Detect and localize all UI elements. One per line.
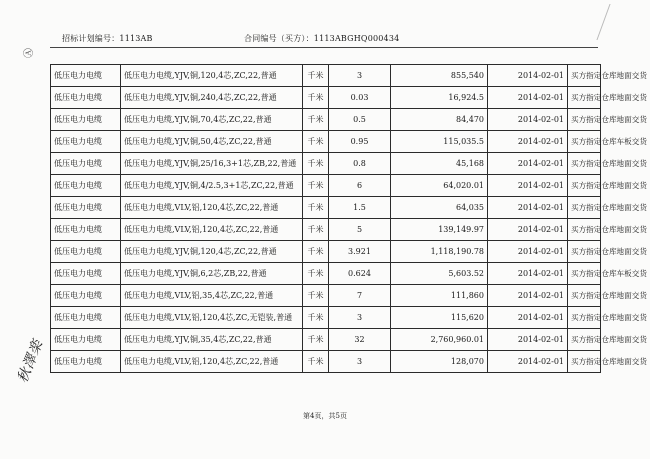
unit-cell: 千米 [303, 87, 329, 109]
amount-cell: 139,149.97 [391, 219, 488, 241]
delivery-location-cell: 买方指定仓库地面交货 [568, 241, 601, 263]
amount-cell: 5,603.52 [391, 263, 488, 285]
amount-cell: 2,760,960.01 [391, 329, 488, 351]
amount-cell: 115,620 [391, 307, 488, 329]
plan-number-label: 招标计划编号：1113AB [62, 34, 153, 43]
quantity-cell: 0.5 [329, 109, 391, 131]
table-body [51, 65, 647, 373]
delivery-location-cell: 买方指定仓库地面交货 [568, 153, 601, 175]
item-spec-cell: 低压电力电缆,YJV,铜,35,4芯,ZC,22,普通 [121, 329, 303, 351]
item-name-cell: 低压电力电缆 [51, 263, 121, 285]
contract-number-label: 合同编号（买方）：1113ABGHQ000434 [244, 34, 400, 43]
quantity-cell: 32 [329, 329, 391, 351]
delivery-date-cell: 2014-02-01 [488, 241, 568, 263]
table-row [51, 329, 601, 351]
quantity-cell: 0.95 [329, 131, 391, 153]
delivery-location-cell: 买方指定仓库地面交货 [568, 109, 601, 131]
document-header [0, 31, 650, 45]
item-spec-cell: 低压电力电缆,YJV,铜,50,4芯,ZC,22,普通 [121, 131, 303, 153]
amount-cell: 45,168 [391, 153, 488, 175]
delivery-location-cell: 买方指定仓库地面交货 [568, 87, 601, 109]
item-name-cell: 低压电力电缆 [51, 153, 121, 175]
item-spec-cell: 低压电力电缆,VLV,铝,120,4芯,ZC,22,普通 [121, 197, 303, 219]
unit-cell: 千米 [303, 197, 329, 219]
table-row [51, 65, 601, 87]
quantity-cell: 5 [329, 219, 391, 241]
unit-cell: 千米 [303, 285, 329, 307]
delivery-date-cell: 2014-02-01 [488, 175, 568, 197]
delivery-date-cell: 2014-02-01 [488, 219, 568, 241]
item-name-cell: 低压电力电缆 [51, 241, 121, 263]
delivery-location-cell: 买方指定仓库地面交货 [568, 219, 601, 241]
delivery-date-cell: 2014-02-01 [488, 109, 568, 131]
delivery-location-cell: 买方指定仓库地面交货 [568, 197, 601, 219]
amount-cell: 128,070 [391, 351, 488, 373]
unit-cell: 千米 [303, 109, 329, 131]
unit-cell: 千米 [303, 263, 329, 285]
delivery-location-cell: 买方指定仓库车板交货 [568, 263, 601, 285]
table-row [51, 175, 601, 197]
unit-cell: 千米 [303, 65, 329, 87]
item-name-cell: 低压电力电缆 [51, 351, 121, 373]
unit-cell: 千米 [303, 175, 329, 197]
table-row [51, 197, 601, 219]
table-row [51, 219, 601, 241]
delivery-date-cell: 2014-02-01 [488, 153, 568, 175]
table-row [51, 153, 601, 175]
unit-cell: 千米 [303, 131, 329, 153]
quantity-cell: 3 [329, 307, 391, 329]
quantity-cell: 0.8 [329, 153, 391, 175]
amount-cell: 855,540 [391, 65, 488, 87]
item-spec-cell: 低压电力电缆,YJV,铜,120,4芯,ZC,22,普通 [121, 241, 303, 263]
quantity-cell: 3 [329, 65, 391, 87]
page-footer [0, 411, 650, 421]
delivery-location-cell: 买方指定仓库车板交货 [568, 131, 601, 153]
delivery-date-cell: 2014-02-01 [488, 329, 568, 351]
unit-cell: 千米 [303, 329, 329, 351]
margin-mark: Ⓐ [24, 48, 35, 58]
delivery-location-cell: 买方指定仓库地面交货 [568, 351, 601, 373]
table-row [51, 109, 601, 131]
table-row [51, 351, 601, 373]
quantity-cell: 7 [329, 285, 391, 307]
item-spec-cell: 低压电力电缆,YJV,铜,25/16,3+1芯,ZB,22,普通 [121, 153, 303, 175]
amount-cell: 1,118,190.78 [391, 241, 488, 263]
delivery-location-cell: 买方指定仓库地面交货 [568, 65, 601, 87]
amount-cell: 64,020.01 [391, 175, 488, 197]
item-name-cell: 低压电力电缆 [51, 109, 121, 131]
quantity-cell: 3 [329, 351, 391, 373]
delivery-date-cell: 2014-02-01 [488, 131, 568, 153]
unit-cell: 千米 [303, 241, 329, 263]
amount-cell: 64,035 [391, 197, 488, 219]
item-spec-cell: 低压电力电缆,VLV,铝,120,4芯,ZC,22,普通 [121, 219, 303, 241]
delivery-date-cell: 2014-02-01 [488, 307, 568, 329]
item-spec-cell: 低压电力电缆,YJV,铜,70,4芯,ZC,22,普通 [121, 109, 303, 131]
unit-cell: 千米 [303, 219, 329, 241]
page-number-label: 第4页，共5页 [303, 412, 347, 420]
handwritten-signature: 秋澤楽 [14, 337, 47, 386]
item-name-cell: 低压电力电缆 [51, 219, 121, 241]
amount-cell: 84,470 [391, 109, 488, 131]
quantity-cell: 0.03 [329, 87, 391, 109]
delivery-location-cell: 买方指定仓库地面交货 [568, 307, 601, 329]
quantity-cell: 1.5 [329, 197, 391, 219]
unit-cell: 千米 [303, 153, 329, 175]
quantity-cell: 3.921 [329, 241, 391, 263]
delivery-date-cell: 2014-02-01 [488, 285, 568, 307]
table-row [51, 307, 601, 329]
delivery-location-cell: 买方指定仓库地面交货 [568, 329, 601, 351]
delivery-location-cell: 买方指定仓库地面交货 [568, 175, 601, 197]
item-name-cell: 低压电力电缆 [51, 65, 121, 87]
delivery-date-cell: 2014-02-01 [488, 65, 568, 87]
item-name-cell: 低压电力电缆 [51, 329, 121, 351]
item-spec-cell: 低压电力电缆,VLV,铝,120,4芯,ZC,无铠装,普通 [121, 307, 303, 329]
delivery-date-cell: 2014-02-01 [488, 87, 568, 109]
table-row [51, 285, 601, 307]
item-name-cell: 低压电力电缆 [51, 131, 121, 153]
table-row [51, 241, 601, 263]
item-name-cell: 低压电力电缆 [51, 285, 121, 307]
amount-cell: 111,860 [391, 285, 488, 307]
unit-cell: 千米 [303, 307, 329, 329]
item-name-cell: 低压电力电缆 [51, 197, 121, 219]
item-spec-cell: 低压电力电缆,YJV,铜,4/2.5,3+1芯,ZC,22,普通 [121, 175, 303, 197]
header-divider [50, 47, 598, 48]
amount-cell: 16,924.5 [391, 87, 488, 109]
item-spec-cell: 低压电力电缆,YJV,铜,240,4芯,ZC,22,普通 [121, 87, 303, 109]
amount-cell: 115,035.5 [391, 131, 488, 153]
item-spec-cell: 低压电力电缆,VLV,铝,120,4芯,ZC,22,普通 [121, 351, 303, 373]
quantity-cell: 6 [329, 175, 391, 197]
table-row [51, 87, 601, 109]
unit-cell: 千米 [303, 351, 329, 373]
delivery-date-cell: 2014-02-01 [488, 197, 568, 219]
item-spec-cell: 低压电力电缆,YJV,铜,120,4芯,ZC,22,普通 [121, 65, 303, 87]
item-spec-cell: 低压电力电缆,VLV,铝,35,4芯,ZC,22,普通 [121, 285, 303, 307]
item-name-cell: 低压电力电缆 [51, 307, 121, 329]
table-row [51, 131, 601, 153]
quantity-cell: 0.624 [329, 263, 391, 285]
item-spec-cell: 低压电力电缆,YJV,铜,6,2芯,ZB,22,普通 [121, 263, 303, 285]
delivery-location-cell: 买方指定仓库地面交货 [568, 285, 601, 307]
delivery-date-cell: 2014-02-01 [488, 351, 568, 373]
delivery-date-cell: 2014-02-01 [488, 263, 568, 285]
item-name-cell: 低压电力电缆 [51, 87, 121, 109]
item-name-cell: 低压电力电缆 [51, 175, 121, 197]
cable-order-table [50, 64, 647, 373]
table-row [51, 263, 601, 285]
